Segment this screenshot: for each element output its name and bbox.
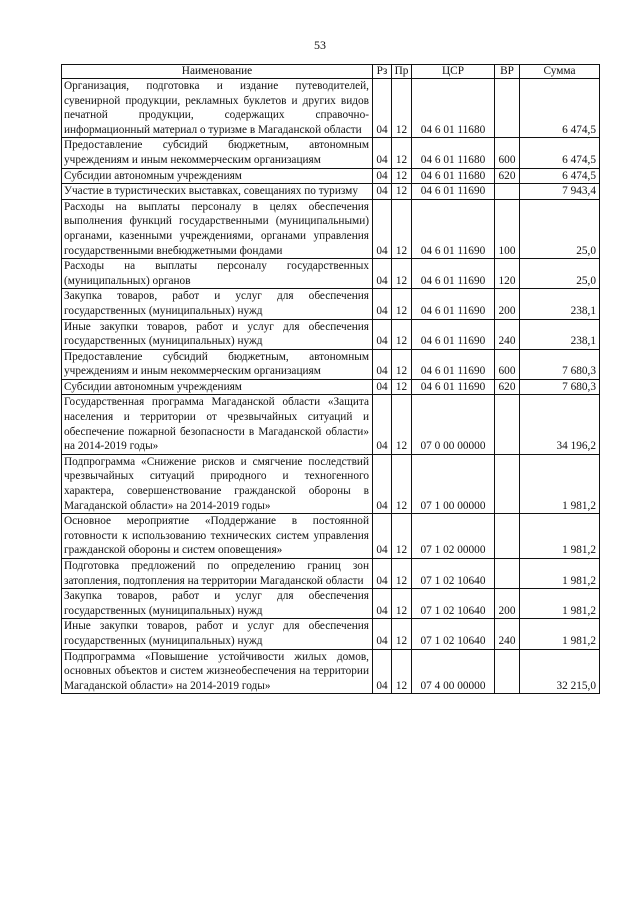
cell-pr: 12 xyxy=(392,289,412,319)
header-csr: ЦСР xyxy=(412,65,495,79)
cell-vr: 100 xyxy=(495,199,520,258)
header-pr: Пр xyxy=(392,65,412,79)
cell-sum: 6 474,5 xyxy=(520,168,600,184)
cell-name: Закупка товаров, работ и услуг для обеспечения государственных (муниципальных) нужд xyxy=(62,289,373,319)
table-row xyxy=(62,454,600,513)
cell-csr: 07 0 00 00000 xyxy=(412,395,495,454)
cell-rz: 04 xyxy=(373,649,392,694)
table-row xyxy=(62,138,600,168)
cell-name: Субсидии автономным учреждениям xyxy=(62,168,373,184)
cell-sum: 34 196,2 xyxy=(520,395,600,454)
table-row xyxy=(62,168,600,184)
cell-pr: 12 xyxy=(392,559,412,589)
cell-pr: 12 xyxy=(392,319,412,349)
cell-vr: 120 xyxy=(495,259,520,289)
page-number: 53 xyxy=(314,38,326,52)
cell-name: Основное мероприятие «Поддержание в постоянной готовности к использованию технических систем управления гражданской обороны и систем оповещения» xyxy=(62,514,373,559)
cell-vr xyxy=(495,649,520,694)
cell-rz: 04 xyxy=(373,395,392,454)
budget-table xyxy=(61,64,600,694)
cell-name: Участие в туристических выставках, совещаниях по туризму xyxy=(62,184,373,200)
cell-csr: 07 1 02 00000 xyxy=(412,514,495,559)
cell-csr: 04 6 01 11690 xyxy=(412,184,495,200)
cell-vr: 240 xyxy=(495,319,520,349)
cell-name: Подпрограмма «Повышение устойчивости жилых домов, основных объектов и систем жизнеобеспечения на территории Магаданской области» на 2014-2019 годы» xyxy=(62,649,373,694)
cell-sum: 32 215,0 xyxy=(520,649,600,694)
cell-vr xyxy=(495,454,520,513)
table-row xyxy=(62,589,600,619)
cell-csr: 04 6 01 11690 xyxy=(412,349,495,379)
table-row xyxy=(62,289,600,319)
cell-pr: 12 xyxy=(392,619,412,649)
cell-sum: 7 943,4 xyxy=(520,184,600,200)
cell-rz: 04 xyxy=(373,199,392,258)
table-row xyxy=(62,514,600,559)
table-row xyxy=(62,79,600,138)
table-row xyxy=(62,649,600,694)
cell-sum: 7 680,3 xyxy=(520,349,600,379)
cell-rz: 04 xyxy=(373,454,392,513)
cell-sum: 1 981,2 xyxy=(520,589,600,619)
cell-pr: 12 xyxy=(392,259,412,289)
cell-name: Расходы на выплаты персоналу в целях обеспечения выполнения функций государственными (муниципальными) органами, казенными учреждениями, органами управления государственными внебюджетными фондами xyxy=(62,199,373,258)
cell-name: Субсидии автономным учреждениям xyxy=(62,379,373,395)
cell-name: Предоставление субсидий бюджетным, автономным учреждениям и иным некоммерческим организациям xyxy=(62,349,373,379)
cell-sum: 25,0 xyxy=(520,259,600,289)
cell-name: Иные закупки товаров, работ и услуг для обеспечения государственных (муниципальных) нужд xyxy=(62,619,373,649)
cell-sum: 238,1 xyxy=(520,319,600,349)
header-sum: Сумма xyxy=(520,65,600,79)
cell-csr: 04 6 01 11680 xyxy=(412,79,495,138)
cell-pr: 12 xyxy=(392,168,412,184)
header-vr: ВР xyxy=(495,65,520,79)
cell-sum: 1 981,2 xyxy=(520,619,600,649)
cell-pr: 12 xyxy=(392,514,412,559)
cell-rz: 04 xyxy=(373,184,392,200)
cell-csr: 04 6 01 11690 xyxy=(412,259,495,289)
cell-sum: 1 981,2 xyxy=(520,454,600,513)
cell-csr: 07 1 02 10640 xyxy=(412,559,495,589)
cell-name: Расходы на выплаты персоналу государственных (муниципальных) органов xyxy=(62,259,373,289)
cell-pr: 12 xyxy=(392,184,412,200)
header-rz: Рз xyxy=(373,65,392,79)
cell-sum: 6 474,5 xyxy=(520,138,600,168)
table-row xyxy=(62,199,600,258)
cell-pr: 12 xyxy=(392,79,412,138)
table-row xyxy=(62,349,600,379)
cell-name: Подпрограмма «Снижение рисков и смягчение последствий чрезвычайных ситуаций природного и техногенного характера, совершенствование гражданской обороны в Магаданской области» на 2014-2019 годы» xyxy=(62,454,373,513)
cell-csr: 04 6 01 11690 xyxy=(412,199,495,258)
cell-rz: 04 xyxy=(373,138,392,168)
table-row xyxy=(62,559,600,589)
cell-rz: 04 xyxy=(373,319,392,349)
cell-sum: 1 981,2 xyxy=(520,559,600,589)
cell-rz: 04 xyxy=(373,168,392,184)
cell-sum: 7 680,3 xyxy=(520,379,600,395)
cell-name: Организация, подготовка и издание путеводителей, сувенирной продукции, рекламных буклетов и других видов печатной продукции, содержащих справочно-информационный материал о туризме в Магаданской области xyxy=(62,79,373,138)
cell-rz: 04 xyxy=(373,619,392,649)
cell-rz: 04 xyxy=(373,379,392,395)
cell-csr: 07 4 00 00000 xyxy=(412,649,495,694)
cell-csr: 04 6 01 11690 xyxy=(412,289,495,319)
cell-name: Государственная программа Магаданской области «Защита населения и территории от чрезвычайных ситуаций и обеспечение пожарной безопасности в Магаданской области» на 2014-2019 годы» xyxy=(62,395,373,454)
cell-sum: 6 474,5 xyxy=(520,79,600,138)
cell-csr: 07 1 02 10640 xyxy=(412,589,495,619)
cell-pr: 12 xyxy=(392,138,412,168)
cell-vr: 600 xyxy=(495,349,520,379)
cell-rz: 04 xyxy=(373,259,392,289)
cell-rz: 04 xyxy=(373,514,392,559)
table-row xyxy=(62,319,600,349)
cell-pr: 12 xyxy=(392,649,412,694)
header-name: Наименование xyxy=(62,65,373,79)
cell-pr: 12 xyxy=(392,379,412,395)
table-row xyxy=(62,395,600,454)
cell-vr xyxy=(495,184,520,200)
cell-name: Предоставление субсидий бюджетным, автономным учреждениям и иным некоммерческим организациям xyxy=(62,138,373,168)
cell-vr xyxy=(495,79,520,138)
cell-pr: 12 xyxy=(392,589,412,619)
cell-name: Подготовка предложений по определению границ зон затопления, подтопления на территории Магаданской области xyxy=(62,559,373,589)
cell-vr xyxy=(495,395,520,454)
cell-csr: 04 6 01 11680 xyxy=(412,168,495,184)
table-row xyxy=(62,184,600,200)
cell-rz: 04 xyxy=(373,559,392,589)
cell-name: Закупка товаров, работ и услуг для обеспечения государственных (муниципальных) нужд xyxy=(62,589,373,619)
cell-pr: 12 xyxy=(392,395,412,454)
cell-vr: 200 xyxy=(495,289,520,319)
table-header-row xyxy=(62,65,600,79)
cell-rz: 04 xyxy=(373,289,392,319)
cell-rz: 04 xyxy=(373,349,392,379)
cell-sum: 25,0 xyxy=(520,199,600,258)
cell-pr: 12 xyxy=(392,349,412,379)
cell-rz: 04 xyxy=(373,589,392,619)
cell-vr: 600 xyxy=(495,138,520,168)
cell-name: Иные закупки товаров, работ и услуг для обеспечения государственных (муниципальных) нужд xyxy=(62,319,373,349)
cell-vr: 620 xyxy=(495,379,520,395)
cell-csr: 04 6 01 11680 xyxy=(412,138,495,168)
table-row xyxy=(62,259,600,289)
cell-vr xyxy=(495,514,520,559)
cell-vr: 240 xyxy=(495,619,520,649)
cell-csr: 07 1 00 00000 xyxy=(412,454,495,513)
cell-vr xyxy=(495,559,520,589)
cell-vr: 620 xyxy=(495,168,520,184)
cell-pr: 12 xyxy=(392,199,412,258)
cell-sum: 1 981,2 xyxy=(520,514,600,559)
cell-rz: 04 xyxy=(373,79,392,138)
table-row xyxy=(62,379,600,395)
cell-csr: 04 6 01 11690 xyxy=(412,319,495,349)
cell-sum: 238,1 xyxy=(520,289,600,319)
cell-csr: 07 1 02 10640 xyxy=(412,619,495,649)
table-row xyxy=(62,619,600,649)
cell-csr: 04 6 01 11690 xyxy=(412,379,495,395)
cell-vr: 200 xyxy=(495,589,520,619)
cell-pr: 12 xyxy=(392,454,412,513)
